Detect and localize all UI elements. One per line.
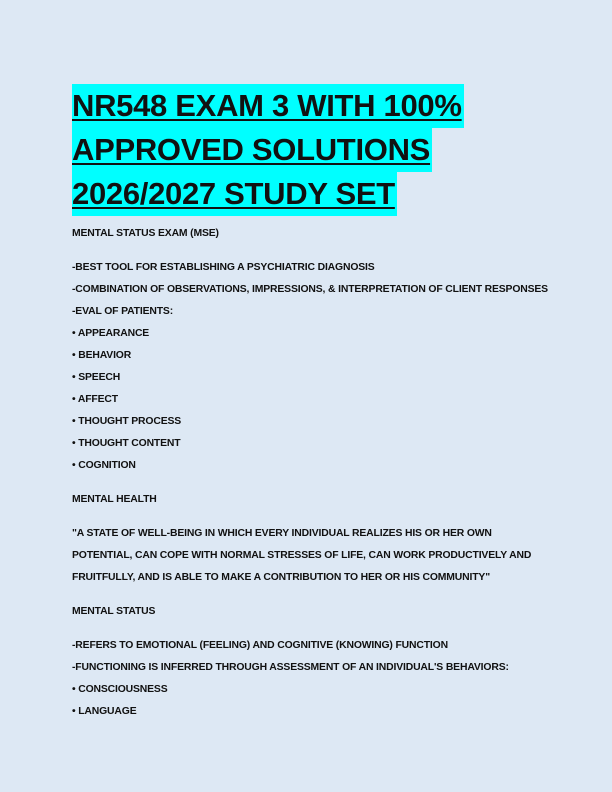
bullet-item: • THOUGHT PROCESS: [72, 416, 182, 427]
bullet-item: • LANGUAGE: [72, 706, 137, 717]
body-line: -BEST TOOL FOR ESTABLISHING A PSYCHIATRIC DIAGNOSIS: [72, 262, 375, 273]
title-line-3: 2026/2027 STUDY SET: [72, 172, 397, 216]
document-title: [72, 84, 542, 216]
section-heading-mse: MENTAL STATUS EXAM (MSE): [72, 228, 219, 239]
quote-line: "A STATE OF WELL-BEING IN WHICH EVERY INDIVIDUAL REALIZES HIS OR HER OWN: [72, 528, 492, 539]
section-heading-mental-health: MENTAL HEALTH: [72, 494, 157, 505]
bullet-item: • CONSCIOUSNESS: [72, 684, 168, 695]
bullet-item: • APPEARANCE: [72, 328, 150, 339]
bullet-item: • BEHAVIOR: [72, 350, 132, 361]
title-line-1: NR548 EXAM 3 WITH 100%: [72, 84, 464, 128]
bullet-item: • AFFECT: [72, 394, 118, 405]
body-line: -FUNCTIONING IS INFERRED THROUGH ASSESSMENT OF AN INDIVIDUAL'S BEHAVIORS:: [72, 662, 509, 673]
bullet-item: • THOUGHT CONTENT: [72, 438, 181, 449]
bullet-item: • COGNITION: [72, 460, 136, 471]
section-heading-mental-status: MENTAL STATUS: [72, 606, 156, 617]
title-line-2: APPROVED SOLUTIONS: [72, 128, 432, 172]
quote-line: FRUITFULLY, AND IS ABLE TO MAKE A CONTRIBUTION TO HER OR HIS COMMUNITY": [72, 572, 490, 583]
body-line: -COMBINATION OF OBSERVATIONS, IMPRESSIONS, & INTERPRETATION OF CLIENT RESPONSES: [72, 284, 548, 295]
body-line: -EVAL OF PATIENTS:: [72, 306, 174, 317]
body-line: -REFERS TO EMOTIONAL (FEELING) AND COGNITIVE (KNOWING) FUNCTION: [72, 640, 448, 651]
bullet-item: • SPEECH: [72, 372, 121, 383]
quote-line: POTENTIAL, CAN COPE WITH NORMAL STRESSES OF LIFE, CAN WORK PRODUCTIVELY AND: [72, 550, 532, 561]
